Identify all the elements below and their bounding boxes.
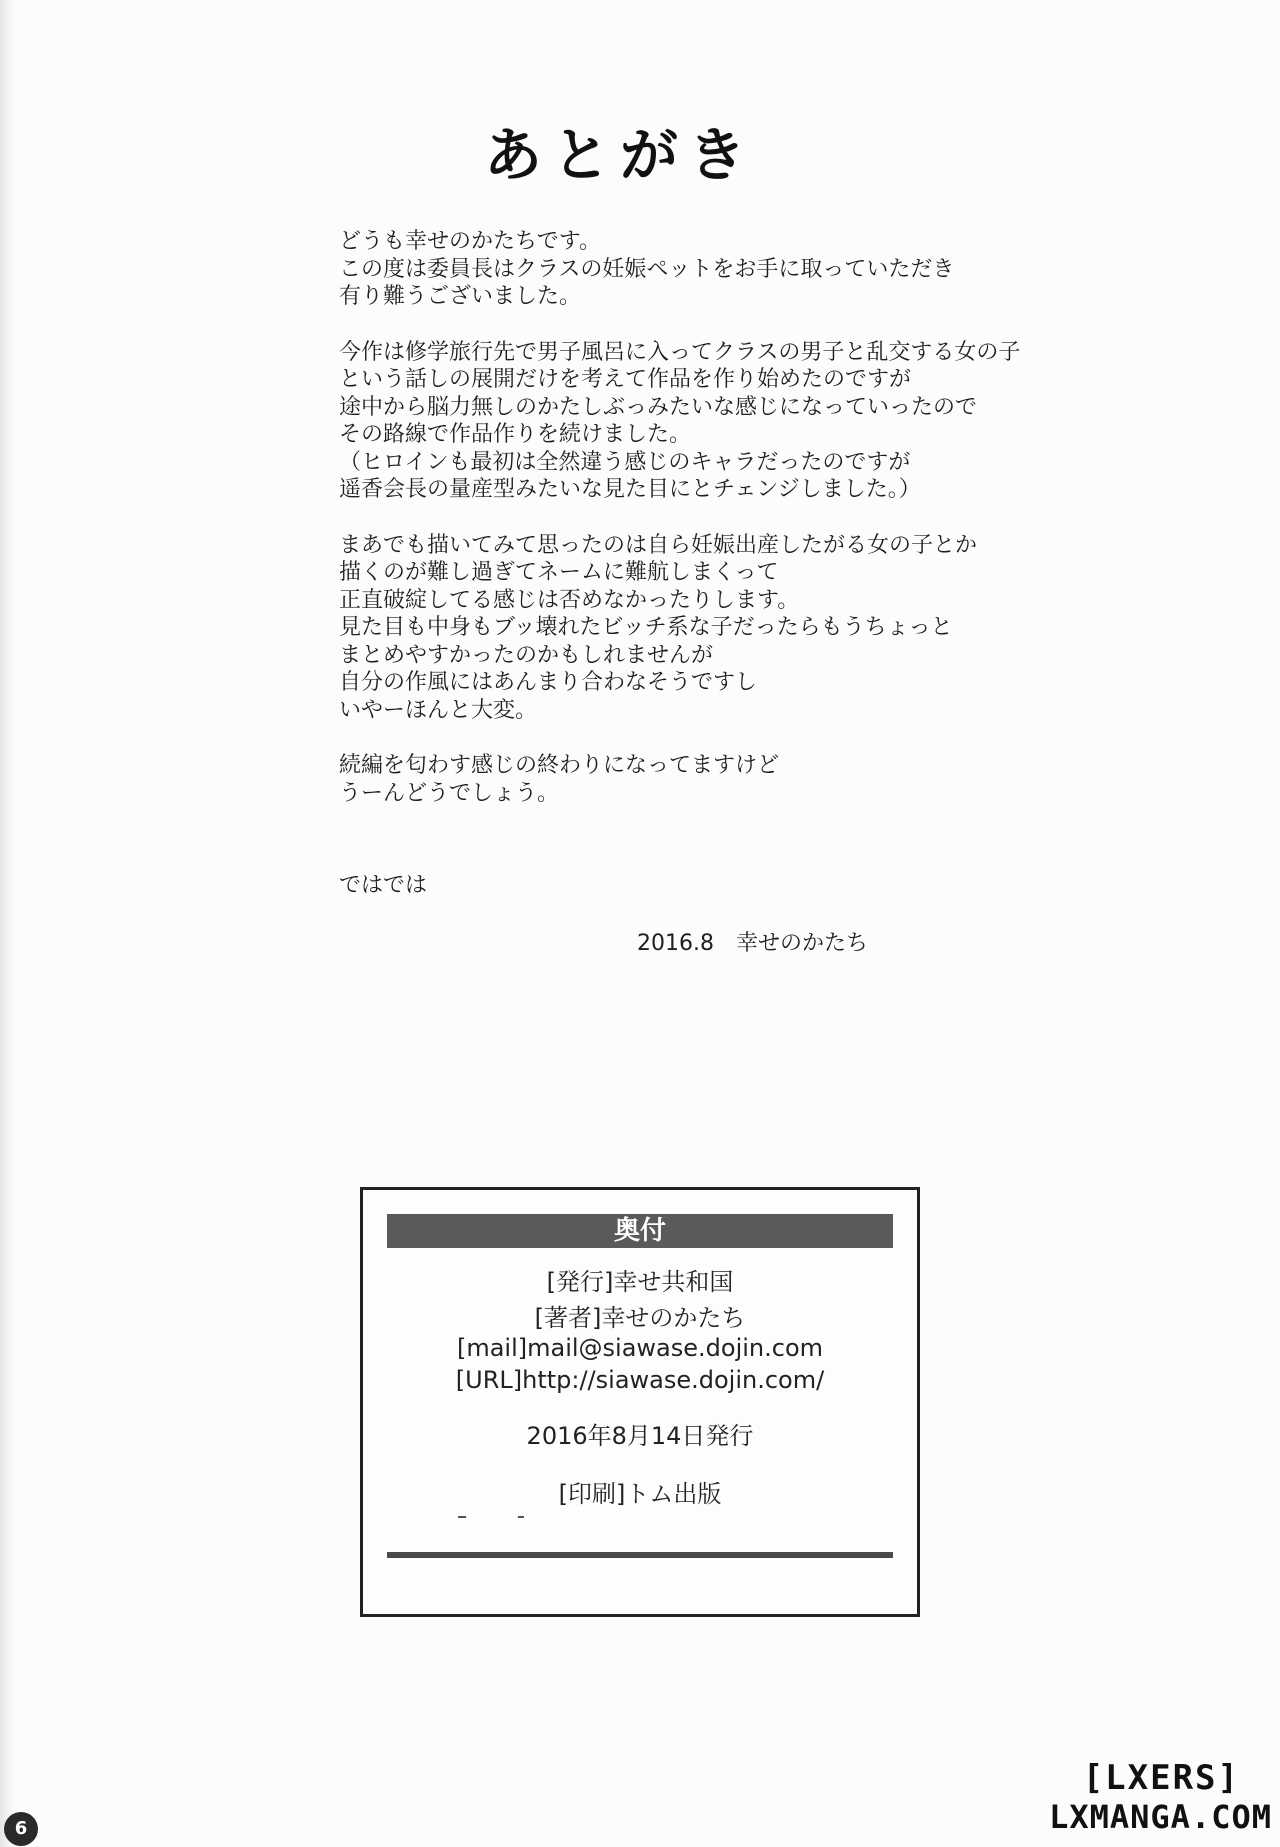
afterword-paragraph-1 <box>339 228 1059 311</box>
afterword-line: 見た目も中身もブッ壊れたビッチ系な子だったらもうちょっと <box>339 615 953 640</box>
closing-phrase: ではでは <box>339 873 428 898</box>
afterword-line: その路線で作品作りを続けました。 <box>339 422 692 447</box>
scribble-mark <box>458 1516 466 1518</box>
colophon-header: 奥付 <box>387 1214 893 1248</box>
afterword-line: どうも幸せのかたちです。 <box>339 229 602 254</box>
colophon-box <box>360 1187 920 1617</box>
afterword-line: 正直破綻してる感じは否めなかったりします。 <box>339 587 800 613</box>
afterword-body <box>339 228 1059 835</box>
colophon-issue-date: 2016年8月14日発行 <box>526 1422 754 1450</box>
afterword-line: 途中から脳力無しのかたしぶっみたいな感じになっていったので <box>339 394 978 420</box>
watermark <box>1049 1758 1272 1836</box>
scribble-mark <box>518 1516 524 1518</box>
colophon-footer-bar <box>387 1552 893 1558</box>
page-binding-edge <box>0 0 14 1847</box>
colophon-publisher: [発行]幸せ共和国 <box>546 1268 734 1296</box>
signature-author: 幸せのかたち <box>735 931 868 956</box>
colophon-mail: [mail]mail@siawase.dojin.com <box>456 1334 824 1362</box>
colophon-printer: [印刷]トム出版 <box>558 1480 722 1508</box>
afterword-line: 有り難うございました。 <box>339 284 582 309</box>
afterword-line: 今作は修学旅行先で男子風呂に入ってクラスの男子と乱交する女の子 <box>339 339 1021 365</box>
watermark-line-2: LXMANGA.COM <box>1049 1798 1272 1836</box>
colophon-writer: [著者]幸せのかたち <box>534 1304 746 1332</box>
page-title: あとがき <box>483 121 756 189</box>
afterword-line: （ヒロインも最初は全然違う感じのキャラだったのですが <box>339 449 911 475</box>
afterword-paragraph-3 <box>339 532 1059 725</box>
afterword-line: 遥香会長の量産型みたいな見た目にとチェンジしました。） <box>339 477 921 502</box>
afterword-line: 自分の作風にはあんまり合わなそうですし <box>339 670 758 695</box>
afterword-line: うーんどうでしょう。 <box>339 780 560 806</box>
afterword-paragraph-2 <box>339 339 1059 504</box>
watermark-line-1: [LXERS] <box>1082 1758 1240 1798</box>
signature-date: 2016.8 <box>637 931 714 956</box>
afterword-line: 描くのが難し過ぎてネームに難航しまくって <box>339 560 779 585</box>
afterword-line: という話しの展開だけを考えて作品を作り始めたのですが <box>339 367 912 392</box>
afterword-line: まあでも描いてみて思ったのは自ら妊娠出産したがる女の子とか <box>339 532 978 558</box>
signature <box>637 926 868 957</box>
page-number-badge: 6 <box>4 1812 38 1846</box>
afterword-line: この度は委員長はクラスの妊娠ペットをお手に取っていただき <box>339 256 955 282</box>
colophon-url: [URL]http://siawase.dojin.com/ <box>455 1366 825 1394</box>
afterword-paragraph-4 <box>339 752 1059 807</box>
afterword-line: まとめやすかったのかもしれませんが <box>339 642 714 668</box>
afterword-line: いやーほんと大変。 <box>339 697 538 723</box>
afterword-line: 続編を匂わす感じの終わりになってますけど <box>339 753 780 778</box>
